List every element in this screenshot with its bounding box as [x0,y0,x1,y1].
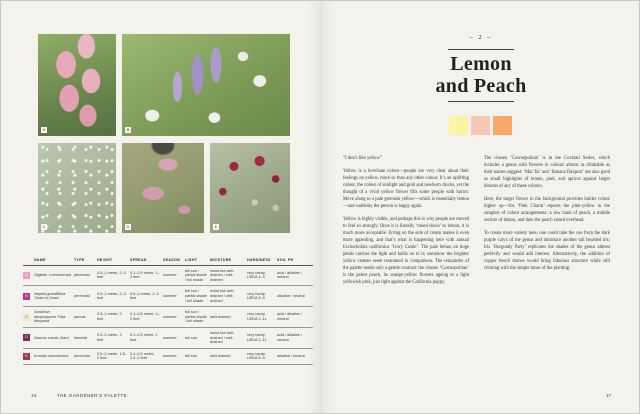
header-tab [23,256,34,265]
header-name: NAME [34,256,74,265]
soil-ph-cell: acid / alkaline / neutral [277,307,313,328]
header-season: SEASON [163,256,185,265]
photo-label-d: D [126,224,130,229]
header-height: HEIGHT [97,256,130,265]
type-cell: perennial [74,348,97,364]
photo-label-c: C [42,224,46,229]
chapter-title [321,54,640,97]
type-cell: annual [74,307,97,328]
plant-name-cell: Knautia macedonica [34,348,74,364]
hardiness-cell: very hardy, USDA 4–9 [247,265,277,286]
height-cell: 0.5–1 metre, 1.5–2 feet [97,348,130,364]
moisture-cell: well-drained [210,307,247,328]
book-title: THE GARDENER’S PALETTE [56,393,128,398]
soil-ph-cell: alkaline / neutral [277,348,313,364]
table-row [23,286,313,307]
row-color-tab: C [23,314,30,321]
left-page-number: 16 [31,393,37,398]
light-cell: full sun / partial shade / full shade [185,307,210,328]
moisture-cell: moist but well-drained / well-drained [210,327,247,348]
plant-name-cell: Daucus carota ‘Dara’ [34,327,74,348]
table-row [23,265,313,286]
light-cell: full sun [185,348,210,364]
chapter-title-line2: and Peach [435,74,527,97]
pull-quote: “I don’t like yellow” [343,156,382,161]
header-light: LIGHT [185,256,210,265]
spread-cell: 0.1–0.5 metre, 1.5–2 feet [130,348,163,364]
spread-cell: 0.1–0.5 metre, 1–2 feet [130,307,163,328]
title-rule-bottom [448,101,514,102]
paragraph: Yellow is highly visible, and perhaps this is why people are moved to feel so strongly. Once it is literally ‘toned down’ to lemon, it is much more acceptable. Erring on the side of cream makes it even more appealing, and that’s what is happening here with annual Eschscholzia californica ‘Ivory Castle’. The pale lemon on huge petals catches the light and holds on to it; somehow the brighter yellow centres seem restrained in comparison. The remainder of the palette needs only a gentle contrast: the chosen ‘Cosmopolitan’ is the palest peach, its orange-yellow flowers ageing to a light yellowish pink, just right against the California poppy. [343,217,469,285]
chapter-number: – 2 – [469,34,493,41]
photo-label-b: B [126,127,130,132]
season-cell: summer [163,265,185,286]
type-cell: biennial [74,327,97,348]
soil-ph-cell: acid / alkaline / neutral [277,327,313,348]
type-cell: perennial [74,265,97,286]
light-cell: full sun / partial shade / full shade [185,286,210,307]
title-rule-top [448,49,514,50]
header-type: TYPE [74,256,97,265]
table-header-row [23,256,313,265]
photo-grid [38,34,290,233]
table-row [23,327,313,348]
height-cell: 0.5–1 metre, 3 feet [97,327,130,348]
soil-ph-cell: acid / alkaline / neutral [277,265,313,286]
body-column-right [484,156,610,293]
row-color-tab: E [23,353,30,360]
chapter-title-line1: Lemon [450,53,512,75]
soil-ph-cell: alkaline / neutral [277,286,313,307]
photo-crimson-knautia [210,143,290,233]
row-color-tab: B [23,293,30,300]
moisture-cell: moist but well-drained / well-drained [210,286,247,307]
table-row [23,348,313,364]
height-cell: 0.5–1 metre, 2–3 feet [97,286,130,307]
height-cell: 0.5–1 metre, 2–4 feet [97,265,130,286]
paragraph: Yellow is a love/hate colour—people are very clear about their feelings on yellow, more so than any other colour. It’s an uplifting colour, the colour of sunlight and gold and newborn chicks, yet the thought of a vivid yellow flower fills some people with horror. Move along to a pale greenish yellow—which is essentially lemon—and suddenly the person is happy again. [343,169,469,209]
paragraph: To create more variety here, one could take the cue from the dark purple calyx of the genus and introduce another tall bearded iris: Iris ‘Burgundy Party’ replicates the shades of the genus almost perfectly and would add interest. Alternatively, the addition of copper beech domes would bring fabulous structure while still chiming with the simple tones of the planting. [484,231,610,271]
hardiness-cell: very hardy, USDA 2–11 [247,327,277,348]
season-cell: summer [163,307,185,328]
photo-label-e: E [214,224,218,229]
season-cell: summer [163,327,185,348]
header-moisture: MOISTURE [210,256,247,265]
photo-label-a: A [42,127,46,132]
season-cell: summer [163,286,185,307]
height-cell: 0.5–1 metre, 3 feet [97,307,130,328]
body-column-left [343,156,469,293]
plant-table [23,256,313,365]
hardiness-cell: very hardy, USDA 4–9 [247,286,277,307]
moisture-cell: well-drained [210,348,247,364]
header-soil-ph: SOIL PH [277,256,313,265]
header-hardiness: HARDINESS [247,256,277,265]
row-color-tab: A [23,272,30,279]
right-page-number: 17 [606,393,611,398]
plant-name-cell: Scabiosa atropurpurea ‘Fata Morgana’ [34,307,74,328]
swatch-pale-peach [471,116,490,135]
plant-name-cell: Nepeta grandiflora ‘Dawn to Dusk’ [34,286,74,307]
table-row [23,307,313,328]
paragraph: The chosen ‘Cosmopolitan’ is in the Cocktail Series, which includes a genus with flowers in colours almost as drinkable as their names suggest: ‘Mai Tai’ and ‘Banana Daiquiri’ are also good as small highlights of lemon, pink, and apricot against larger blooms of any of these colours. [484,156,610,189]
photo-pink-umbels [122,143,204,233]
photo-white-lace-flowers [38,143,116,233]
spread-cell: 0.5–1 metre, 2–3 feet [130,286,163,307]
row-color-tab: D [23,334,30,341]
swatch-lemon [449,116,468,135]
season-cell: summer [163,348,185,364]
photo-foxglove [38,34,116,136]
hardiness-cell: very hardy, USDA 5–9 [247,348,277,364]
swatch-peach [493,116,512,135]
light-cell: full sun / partial shade / full shade [185,265,210,286]
hardiness-cell: very hardy, USDA 2–11 [247,307,277,328]
body-text [343,156,610,293]
left-page-footer [31,393,127,398]
palette-swatches [449,116,512,135]
light-cell: full sun [185,327,210,348]
spread-cell: 0.1–0.5 metre, 1 foot [130,327,163,348]
photo-nepeta-daisies [122,34,290,136]
plant-name-cell: Digitalis ×mertonensis [34,265,74,286]
spread-cell: 0.1–0.5 metre, 1–2 feet [130,265,163,286]
moisture-cell: moist but well-drained / well-drained [210,265,247,286]
type-cell: perennial [74,286,97,307]
header-spread: SPREAD [130,256,163,265]
paragraph: Here, the larger flower in the background provides bolder colour higher up—Iris ‘Pink Charm’ repeats the pink-yellow in the simplest of colour arrangements: a low band of peach, a middle section of lemon, and then the peach raised overhead. [484,197,610,223]
